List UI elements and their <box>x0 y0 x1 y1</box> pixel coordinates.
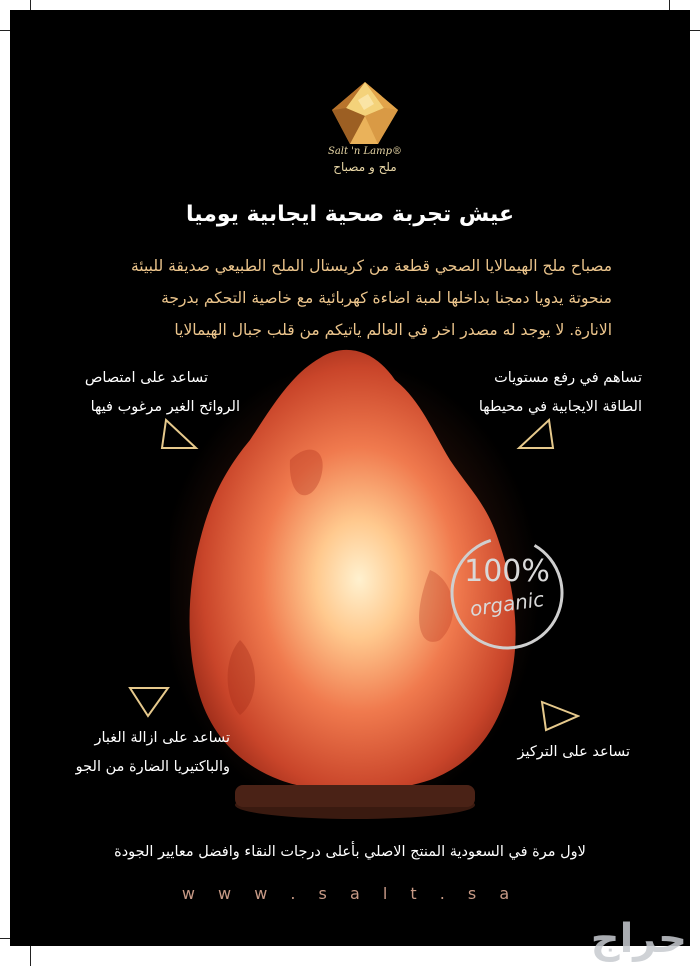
intro-paragraph <box>100 250 612 346</box>
organic-badge <box>446 532 568 654</box>
benefit-energy <box>442 364 642 422</box>
benefit-line: تساعد على امتصاص <box>84 370 208 386</box>
triangle-icon <box>515 416 555 452</box>
benefit-focus <box>500 738 630 767</box>
triangle-icon <box>128 684 170 720</box>
triangle-icon <box>160 416 200 452</box>
intro-line: منحوتة يدويا دمجنا بداخلها لمبة اضاءة كهربائية مع خاصية التحكم بدرجة <box>161 289 612 307</box>
watermark-logo: حراج <box>590 916 687 962</box>
benefit-line: الروائح الغير مرغوب فيها <box>90 399 240 415</box>
benefit-line: تساعد على ازالة الغبار <box>94 730 230 746</box>
gem-icon <box>328 80 402 146</box>
headline: عيش تجربة صحية ايجابية يوميا <box>185 202 514 227</box>
website-link[interactable]: w w w . s a l t . s a <box>181 884 519 903</box>
crop-mark <box>30 944 31 966</box>
benefit-dust <box>50 724 230 782</box>
logo-text-ar: ملح و مصباح <box>333 160 397 174</box>
intro-line: مصباح ملح الهيمالايا الصحي قطعة من كريستال الملح الطبيعي صديقة للبيئة <box>131 257 612 275</box>
triangle-icon <box>538 698 580 734</box>
benefit-line: تساهم في رفع مستويات <box>494 370 642 386</box>
badge-word: organic <box>468 586 546 622</box>
logo-text-en: Salt 'n Lamp® <box>327 146 403 157</box>
benefit-line: الطاقة الايجابية في محيطها <box>478 399 642 415</box>
footer-tagline: لاول مرة في السعودية المنتج الاصلي بأعلى درجات النقاء وافضل معايير الجودة <box>114 844 586 860</box>
benefit-odor <box>50 364 240 422</box>
benefit-line: تساعد على التركيز <box>517 744 630 760</box>
poster <box>10 10 690 946</box>
intro-line: الانارة. لا يوجد له مصدر اخر في العالم ياتيكم من قلب جبال الهيمالايا <box>174 321 612 339</box>
benefit-line: والباكتيريا الضارة من الجو <box>75 759 230 775</box>
badge-percent: 100% <box>464 554 550 589</box>
brand-logo <box>310 80 420 180</box>
